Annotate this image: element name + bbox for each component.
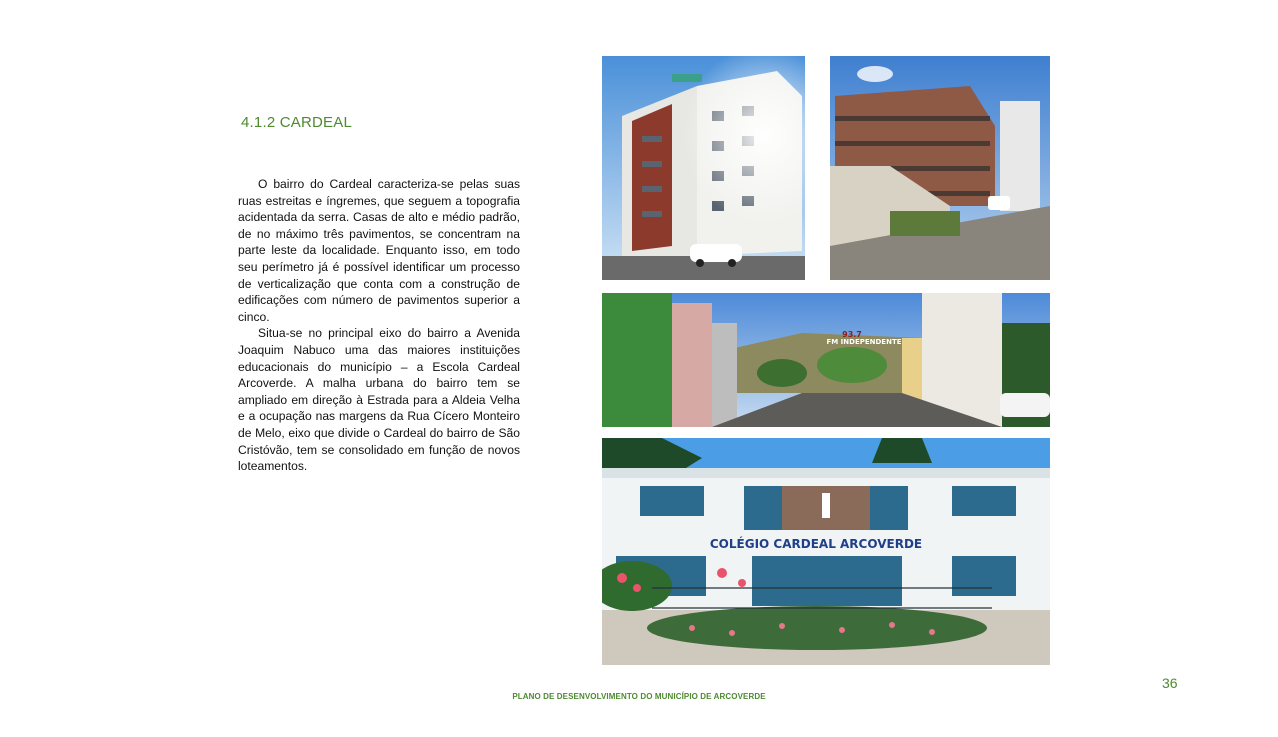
- photo-school-building: [602, 438, 1050, 665]
- paragraph-2: Situa-se no principal eixo do bairro a Avenida Joaquim Nabuco uma das maiores instituições educacionais do município – a Escola Cardeal Arcoverde. A malha urbana do bairro tem se ampliado em direção à Estrada para a Aldeia Velha e a ocupação nas margens da Rua Cícero Monteiro de Melo, eixo que divide o Cardeal do bairro de São Cristóvão, tem se consolidado em função de novos loteamentos.: [238, 326, 520, 474]
- school-sign-text: COLÉGIO CARDEAL ARCOVERDE: [709, 537, 923, 551]
- sign-text: FM INDEPENDENTE: [826, 338, 902, 346]
- photo-tall-building: [602, 56, 805, 280]
- photo-construction-building: [830, 56, 1050, 280]
- footer-text: PLANO DE DESENVOLVIMENTO DO MUNICÍPIO DE ARCOVERDE: [512, 692, 766, 701]
- body-text: [238, 176, 520, 475]
- photo-street-view: [602, 293, 1050, 427]
- page-number: 36: [1162, 675, 1178, 691]
- sign-number-text: 93.7: [842, 330, 862, 339]
- section-heading: 4.1.2 CARDEAL: [241, 114, 352, 131]
- paragraph-1: O bairro do Cardeal caracteriza-se pelas suas ruas estreitas e íngremes, que seguem a topografia acidentada da serra. Casas de alto e médio padrão, de no máximo três pavimentos, se concentram na parte leste da localidade. Enquanto isso, em todo seu perímetro já é possível identificar um processo de verticalização que conta com a construção de edificações com número de pavimentos superior a cinco.: [238, 177, 520, 324]
